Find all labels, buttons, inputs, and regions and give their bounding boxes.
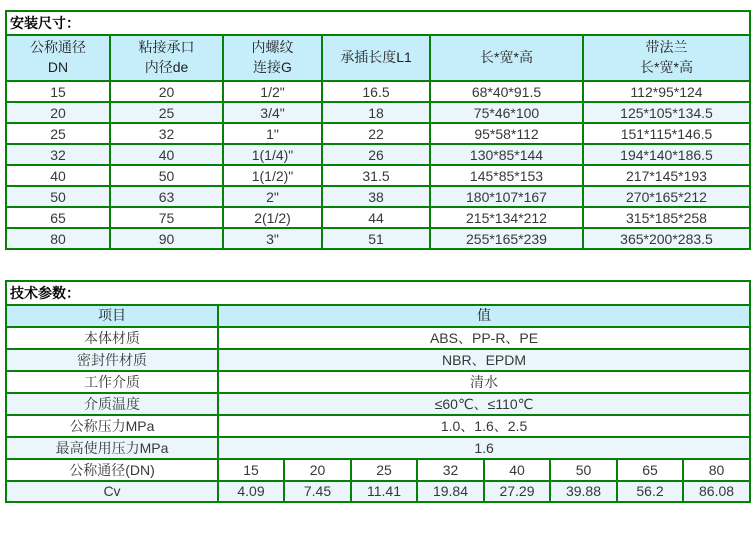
param-value-cell: 1.0、1.6、2.5 [218, 415, 750, 437]
data-cell: 180*107*167 [430, 186, 583, 207]
data-cell: 2(1/2) [223, 207, 322, 228]
installation-table [5, 10, 751, 250]
data-cell: 125*105*134.5 [583, 102, 750, 123]
data-cell: 44 [322, 207, 430, 228]
table-row [6, 207, 750, 228]
data-cell: 25 [110, 102, 223, 123]
data-cell: 32 [110, 123, 223, 144]
data-cell: 26 [322, 144, 430, 165]
data-cell: 1/2" [223, 81, 322, 102]
table-row [6, 327, 750, 349]
dn-value-cell: 65 [617, 459, 683, 481]
dn-value-cell: 15 [218, 459, 284, 481]
cv-value-cell: 86.08 [683, 481, 750, 502]
dn-value-cell: 32 [417, 459, 484, 481]
cv-value-cell: 39.88 [550, 481, 617, 502]
param-value-cell: 清水 [218, 371, 750, 393]
technical-title: 技术参数： [6, 281, 750, 305]
cv-value-cell: 27.29 [484, 481, 550, 502]
table-row [6, 415, 750, 437]
data-cell: 40 [110, 144, 223, 165]
header-cell-item: 项目 [6, 305, 218, 327]
data-cell: 20 [6, 102, 110, 123]
data-cell: 20 [110, 81, 223, 102]
data-cell: 130*85*144 [430, 144, 583, 165]
table-row [6, 81, 750, 102]
data-cell: 194*140*186.5 [583, 144, 750, 165]
data-cell: 38 [322, 186, 430, 207]
data-cell: 15 [6, 81, 110, 102]
installation-header-row [6, 35, 750, 81]
dn-value-cell: 20 [284, 459, 351, 481]
data-cell: 25 [6, 123, 110, 144]
data-cell: 3" [223, 228, 322, 249]
data-cell: 80 [6, 228, 110, 249]
data-cell: 215*134*212 [430, 207, 583, 228]
table-row [6, 102, 750, 123]
technical-table [5, 280, 751, 503]
param-value-cell: ≤60℃、≤110℃ [218, 393, 750, 415]
data-cell: 1" [223, 123, 322, 144]
data-cell: 18 [322, 102, 430, 123]
data-cell: 95*58*112 [430, 123, 583, 144]
header-cell-value: 值 [218, 305, 750, 327]
param-label-cell: 工作介质 [6, 371, 218, 393]
table-row [6, 228, 750, 249]
header-cell: 带法兰 长*宽*高 [583, 35, 750, 81]
data-cell: 40 [6, 165, 110, 186]
table-row [6, 123, 750, 144]
param-label-cell: 介质温度 [6, 393, 218, 415]
data-cell: 31.5 [322, 165, 430, 186]
header-cell: 长*宽*高 [430, 35, 583, 81]
data-cell: 217*145*193 [583, 165, 750, 186]
param-value-cell: 1.6 [218, 437, 750, 459]
data-cell: 2" [223, 186, 322, 207]
table-row [6, 349, 750, 371]
data-cell: 65 [6, 207, 110, 228]
dn-value-cell: 25 [351, 459, 417, 481]
header-cell: 粘接承口 内径de [110, 35, 223, 81]
data-cell: 63 [110, 186, 223, 207]
table-row [6, 393, 750, 415]
table-row [6, 144, 750, 165]
data-cell: 32 [6, 144, 110, 165]
table-row [6, 165, 750, 186]
data-cell: 315*185*258 [583, 207, 750, 228]
dn-value-cell: 40 [484, 459, 550, 481]
data-cell: 270*165*212 [583, 186, 750, 207]
data-cell: 3/4" [223, 102, 322, 123]
cv-value-cell: 11.41 [351, 481, 417, 502]
param-label-cell: 本体材质 [6, 327, 218, 349]
param-label-cell: 公称通径(DN) [6, 459, 218, 481]
param-label-cell: Cv [6, 481, 218, 502]
cv-value-cell: 7.45 [284, 481, 351, 502]
data-cell: 145*85*153 [430, 165, 583, 186]
data-cell: 68*40*91.5 [430, 81, 583, 102]
cv-value-cell: 4.09 [218, 481, 284, 502]
data-cell: 16.5 [322, 81, 430, 102]
table-row [6, 371, 750, 393]
param-label-cell: 最高使用压力MPa [6, 437, 218, 459]
technical-header-row [6, 305, 750, 327]
technical-title-row [6, 281, 750, 305]
data-cell: 365*200*283.5 [583, 228, 750, 249]
installation-title-row [6, 11, 750, 35]
data-cell: 75 [110, 207, 223, 228]
data-cell: 151*115*146.5 [583, 123, 750, 144]
param-value-cell: NBR、EPDM [218, 349, 750, 371]
installation-title: 安装尺寸： [6, 11, 750, 35]
param-label-cell: 公称压力MPa [6, 415, 218, 437]
cv-value-cell: 19.84 [417, 481, 484, 502]
header-cell: 公称通径 DN [6, 35, 110, 81]
cv-value-cell: 56.2 [617, 481, 683, 502]
data-cell: 51 [322, 228, 430, 249]
data-cell: 1(1/4)" [223, 144, 322, 165]
data-cell: 1(1/2)" [223, 165, 322, 186]
data-cell: 90 [110, 228, 223, 249]
data-cell: 112*95*124 [583, 81, 750, 102]
param-label-cell: 密封件材质 [6, 349, 218, 371]
dn-value-cell: 80 [683, 459, 750, 481]
data-cell: 50 [6, 186, 110, 207]
table-row [6, 186, 750, 207]
data-cell: 50 [110, 165, 223, 186]
dn-row [6, 459, 750, 481]
header-cell: 承插长度L1 [322, 35, 430, 81]
table-row [6, 437, 750, 459]
data-cell: 75*46*100 [430, 102, 583, 123]
header-cell: 内螺纹 连接G [223, 35, 322, 81]
data-cell: 22 [322, 123, 430, 144]
cv-row [6, 481, 750, 502]
param-value-cell: ABS、PP-R、PE [218, 327, 750, 349]
dn-value-cell: 50 [550, 459, 617, 481]
data-cell: 255*165*239 [430, 228, 583, 249]
